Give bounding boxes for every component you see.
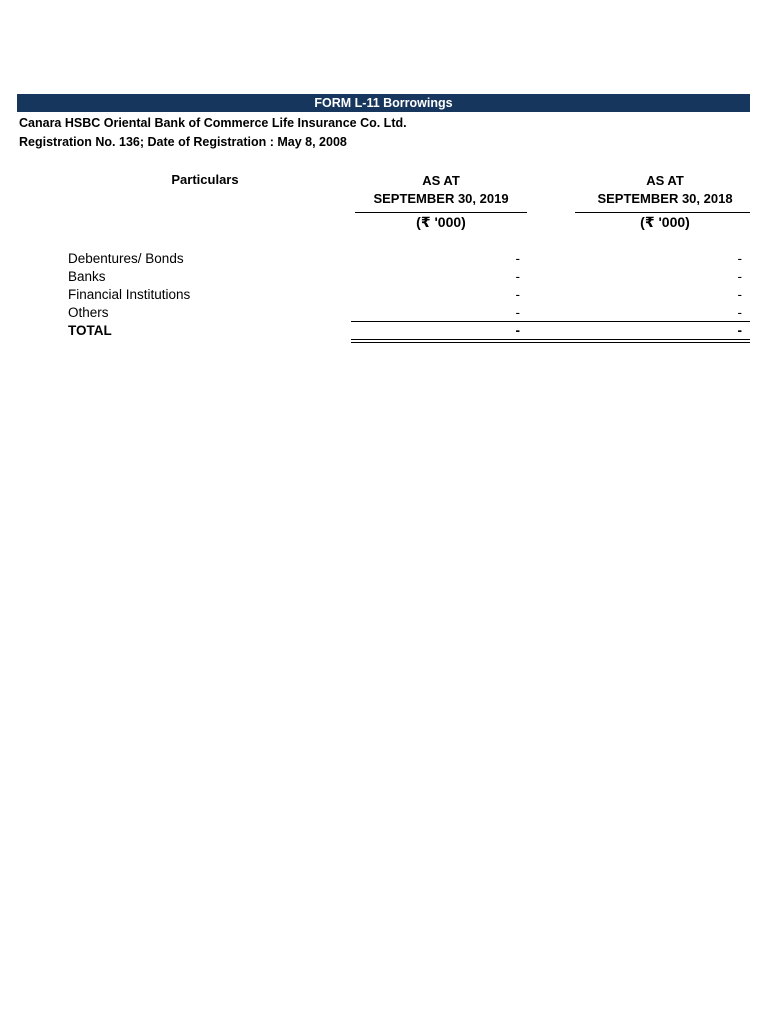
row-label-financial-institutions: Financial Institutions <box>68 287 191 302</box>
form-title-banner: FORM L-11 Borrowings <box>17 94 750 112</box>
header-underline-2018 <box>575 212 750 213</box>
row-value-others-2018: - <box>737 305 742 320</box>
row-value-others-2019: - <box>515 305 520 320</box>
row-label-others: Others <box>68 305 109 320</box>
row-label-debentures: Debentures/ Bonds <box>68 251 184 266</box>
column-header-2018-line1: AS AT <box>646 173 684 188</box>
column-header-2019-line2: SEPTEMBER 30, 2019 <box>373 191 509 206</box>
total-double-rule <box>351 339 750 343</box>
registration-info: Registration No. 136; Date of Registration : May 8, 2008 <box>19 135 347 149</box>
row-value-banks-2018: - <box>737 269 742 284</box>
row-value-financial-institutions-2019: - <box>515 287 520 302</box>
total-label: TOTAL <box>68 323 112 338</box>
column-header-2019 <box>351 172 531 208</box>
company-name: Canara HSBC Oriental Bank of Commerce Life Insurance Co. Ltd. <box>19 116 407 130</box>
subtotal-rule <box>351 321 750 322</box>
row-label-banks: Banks <box>68 269 106 284</box>
row-value-debentures-2018: - <box>737 251 742 266</box>
header-underline-2019 <box>355 212 527 213</box>
row-value-debentures-2019: - <box>515 251 520 266</box>
row-value-financial-institutions-2018: - <box>737 287 742 302</box>
unit-label-2019: (₹ '000) <box>416 214 466 230</box>
column-header-2019-line1: AS AT <box>422 173 460 188</box>
unit-label-2018: (₹ '000) <box>640 214 690 230</box>
total-value-2019: - <box>515 323 520 338</box>
particulars-header: Particulars <box>171 172 239 187</box>
column-header-2018-line2: SEPTEMBER 30, 2018 <box>597 191 733 206</box>
total-value-2018: - <box>737 323 742 338</box>
column-header-2018 <box>575 172 755 208</box>
row-value-banks-2019: - <box>515 269 520 284</box>
